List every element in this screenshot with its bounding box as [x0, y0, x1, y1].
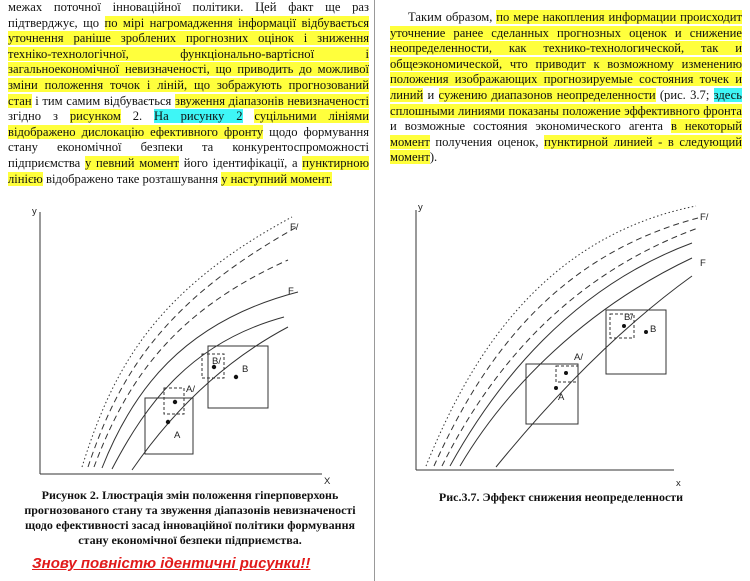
- right-point-b-prime: B/: [624, 312, 633, 323]
- right-axis-x: x: [676, 478, 681, 488]
- left-text-segment: рисунком: [69, 109, 121, 124]
- left-caption: Рисунок 2. Ілюстрація змін положення гіперповерхонь прогнозованого стану та звуження діапазонів невизначеності щодо ефективності засад інноваційної політики формування стану економічної безпеки підприємства.: [24, 488, 356, 547]
- left-text-segment: суцільними лініями відображено дислокацію ефективного фронту: [8, 109, 370, 139]
- right-text-segment: сплошными линиями показаны положение эффективного фронта: [390, 103, 742, 118]
- left-text-segment: згідно з: [8, 109, 70, 124]
- right-caption: Рис.3.7. Эффект снижения неопределенности: [438, 490, 684, 504]
- right-figure: [396, 198, 736, 488]
- left-point-b: B: [242, 364, 249, 375]
- left-text-segment: 2.: [120, 109, 155, 124]
- right-paragraph: [390, 10, 742, 166]
- column-divider: [374, 0, 375, 581]
- right-text-segment: и: [423, 87, 439, 102]
- left-text-segment: і тим самим відбувається: [31, 93, 175, 108]
- left-point-b-prime: B/: [212, 356, 221, 367]
- right-text-segment: сужению диапазонов неопределенности: [438, 87, 656, 102]
- right-text-segment: и возможные состояния экономического агента: [390, 119, 671, 134]
- right-point-a-prime: A/: [574, 352, 583, 363]
- left-label-f-prime: F/: [290, 222, 299, 233]
- right-axis-y: y: [418, 202, 423, 213]
- right-text-segment: получения оценок,: [429, 134, 545, 149]
- right-text-segment: пунктирной линией - в следующий момент: [390, 134, 742, 165]
- right-point-b: B: [650, 324, 657, 335]
- left-point-a: A: [174, 430, 181, 441]
- left-text-segment: На рисунку 2: [154, 109, 243, 124]
- right-label-f: F: [700, 258, 706, 269]
- right-text-segment: здесь: [713, 87, 743, 102]
- left-point-a-prime: A/: [186, 384, 195, 395]
- right-point-a: A: [558, 392, 565, 403]
- left-text-segment: пунктирною лінією: [8, 155, 369, 186]
- left-text-segment: [243, 109, 255, 123]
- right-text-segment: в некоторый момент: [390, 119, 742, 149]
- left-figure: [22, 202, 372, 487]
- right-text-segment: ).: [429, 150, 438, 165]
- left-label-f: F: [288, 286, 294, 297]
- right-text-segment: по мере накопления информации происходит уточнение ранее сделанных прогнозных оценок и снижение неопределенности: [390, 10, 743, 56]
- left-text-segment: у певний момент: [84, 155, 180, 170]
- left-text-segment: по мірі нагромадження інформації відбувається уточнення раніше зроблених прогнозних оцінок і зниження техніко-технологічної, функціонально-вартісної і загальноекономічної невизначеності, що приводить до можливої зміни положення точок і ліній, що зображують прогнозований стан: [8, 15, 370, 108]
- right-text-segment: Таким образом,: [408, 10, 497, 24]
- left-text-segment: відображено таке розташування: [42, 171, 222, 186]
- right-label-f-prime: F/: [700, 212, 709, 223]
- left-text-segment: його ідентифікації, а: [179, 155, 303, 170]
- right-text-segment: , как технико-технологической, так и общеэкономической, что приводит к возможному изменению положения изображающих прогнозируемые состояния точек и линий: [390, 41, 742, 102]
- left-text-segment: звуження діапазонів невизначеності: [174, 93, 370, 108]
- left-paragraph: [8, 0, 369, 187]
- right-text-segment: (рис. 3.7;: [655, 87, 714, 102]
- left-text-segment: щодо формування стану економічної безпеки та конкурентоспроможності підприємства: [8, 124, 370, 170]
- left-text-segment: у наступний момент.: [221, 171, 333, 186]
- annotation-note: Знову повністю ідентичні рисунки!!: [32, 555, 311, 572]
- left-axis-y: y: [32, 206, 37, 217]
- left-axis-x: X: [324, 476, 331, 487]
- left-text-segment: межах поточної інноваційної політики. Цей факт ще раз підтверджує, що: [8, 0, 369, 30]
